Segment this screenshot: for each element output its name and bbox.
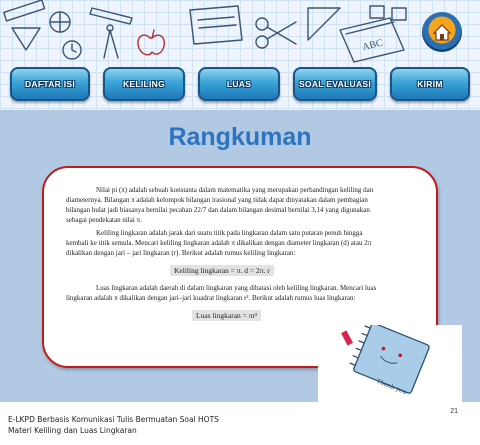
nav-keliling-button[interactable] <box>103 67 185 101</box>
paragraph-line: kembali ke titik semula. Mencari keliling lingkaran adalah π dikalikan dengan diameter lingkaran (d) atau 2π <box>66 239 372 247</box>
home-icon <box>422 12 462 52</box>
paragraph-line: diameternya. Bilangan π adalah kelompok bilangan irasional yang tidak dapat dinyatakan dalam pembagian <box>66 196 368 204</box>
nav-label: SOAL EVALUASI <box>298 79 372 89</box>
formula-keliling: Keliling lingkaran = π. d = 2π. r <box>170 265 274 276</box>
footer <box>0 402 480 445</box>
home-button[interactable] <box>422 12 462 52</box>
header-banner <box>0 0 480 110</box>
paragraph-line: Keliling lingkaran adalah jarak dari suatu titik pada lingkaran dalam satu putaran penuh hingga <box>96 229 363 237</box>
notebook-text: Thank you <box>375 377 408 397</box>
page-number: 21 <box>450 408 458 415</box>
nav-luas-button[interactable] <box>198 67 280 101</box>
footer-subtitle: Materi Keliling dan Luas Lingkaran <box>8 426 137 435</box>
notebook-icon <box>318 325 462 402</box>
nav-label: LUAS <box>226 79 252 89</box>
notebook-illustration <box>318 325 462 402</box>
footer-title: E-LKPD Berbasis Komunikasi Tulis Bermuatan Soal HOTS <box>8 415 219 424</box>
nav-soal-evaluasi-button[interactable] <box>293 67 377 101</box>
paragraph-line: bilangan bulat jadi biasanya bernilai pecahan 22/7 dan dalam bilangan desimal bernilai 3,14 yang digunakan <box>66 206 370 214</box>
page-title: Rangkuman <box>168 123 312 151</box>
nav-label: KELILING <box>122 79 166 89</box>
nav-label: KIRIM <box>417 79 443 89</box>
paragraph-line: Nilai pi (π) adalah sebuah konstanta dalam matematika yang merupakan perbandingan keliling dan <box>96 186 374 194</box>
formula-luas: Luas lingkaran = πr² <box>192 310 261 321</box>
nav-daftar-isi-button[interactable] <box>10 67 90 101</box>
nav-label: DAFTAR ISI <box>24 79 76 89</box>
svg-text:ABC: ABC <box>361 37 384 54</box>
nav-kirim-button[interactable] <box>390 67 470 101</box>
paragraph-line: sebagai pendekatan nilai π. <box>66 216 142 224</box>
paragraph-line: Luas lingkaran adalah daerah di dalam lingkaran yang dibatasi oleh keliling lingkaran. Mencari luas <box>96 284 377 292</box>
main-navigation <box>10 67 470 101</box>
paragraph-line: lingkaran adalah π dikalikan dengan jari–jari kuadrat lingkaran r². Berikut adalah rumus luas lingkaran: <box>66 294 356 302</box>
paragraph-line: dikalikan dengan jari – jari lingkaran (r). Berikut adalah rumus keliling lingkaran: <box>66 249 296 257</box>
content-area <box>0 110 480 402</box>
